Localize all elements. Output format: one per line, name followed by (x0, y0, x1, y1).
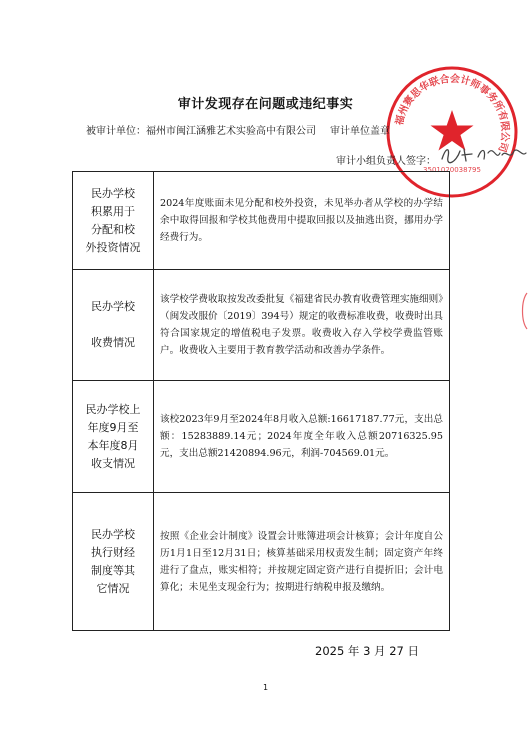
team-leader-signature-label: 审计小组负责人签字： (336, 156, 436, 167)
table-row (73, 172, 450, 270)
page-number: 1 (262, 683, 269, 692)
audited-unit-line (86, 122, 390, 137)
audit-findings-table (72, 171, 450, 631)
handwritten-signature (438, 141, 528, 167)
signing-date: 2025 年 3 月 27 日 (315, 644, 419, 658)
table-row (73, 493, 450, 631)
row-content: 该学校学费收取按发改委批复《福建省民办教育收费管理实施细则》（闽发改服价〔2019〕394号）规定的收费标准收费，收费时出具符合国家规定的增值税电子发票。收费收入存入学校学费监管账户。收费收入主要用于教育教学活动和改善办学条件。 (154, 270, 450, 381)
seal-text: 福州赛思华联合会计师事务所有限公司 (394, 73, 511, 154)
row-label: 民办学校 执行财经 制度等其 它情况 (73, 493, 154, 631)
seal-code: 3501020038795 (423, 166, 481, 174)
audit-unit-seal-label: 审计单位盖章 (330, 126, 390, 137)
row-content: 按照《企业会计制度》设置会计账簿进项会计核算；会计年度自公历1月1日至12月31日；核算基础采用权责发生制；固定资产年终进行了盘点，账实相符；并按规定固定资产进行自提折旧；会计电算化；未见坐支现金行为；按期进行纳税申报及缴纳。 (154, 493, 450, 631)
page-title: 审计发现存在问题或违纪事实 (177, 97, 354, 112)
row-label: 民办学校 收费情况 (73, 270, 154, 381)
audited-unit-label: 被审计单位： (86, 126, 146, 137)
table-row (73, 381, 450, 493)
row-content: 2024年度账面未见分配和校外投资，未见举办者从学校的办学结余中取得回报和学校其他费用中提取回报以及抽逃出资，挪用办学经费行为。 (154, 172, 450, 270)
row-label: 民办学校 积累用于 分配和校 外投资情况 (73, 172, 154, 270)
audited-unit-name: 福州市闽江涵雅艺术实验高中有限公司 (146, 126, 316, 137)
seam-seal-fragment (518, 291, 528, 331)
row-label: 民办学校上 年度9月至 本年度8月 收支情况 (73, 381, 154, 493)
row-content: 该校2023年9月至2024年8月收入总额:16617187.77元，支出总额：15283889.14元；2024年度全年收入总额20716325.95元，支出总额21420894.96元，利润-704569.01元。 (154, 381, 450, 493)
table-row (73, 270, 450, 381)
